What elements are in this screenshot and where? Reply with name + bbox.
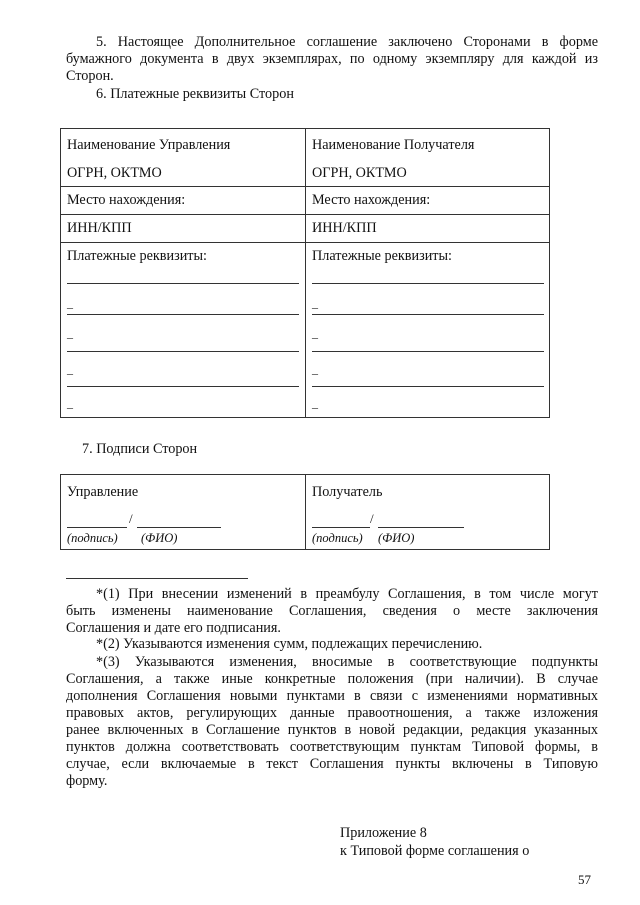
blank-line [67, 314, 299, 315]
para6-heading: 6. Платежные реквизиты Сторон [96, 86, 294, 102]
footnote-1-line: быть изменены наименование Соглашения, сведения о месте заключения [66, 603, 598, 619]
appendix-subtitle: к Типовой форме соглашения о [340, 843, 530, 859]
blank-line [67, 351, 299, 352]
para7-heading: 7. Подписи Сторон [82, 441, 198, 457]
bureau-payment-label: Платежные реквизиты: [67, 248, 207, 264]
dash-mark: _ [312, 296, 318, 310]
blank-line [67, 283, 299, 284]
para5-line3: Сторон. [66, 68, 114, 84]
blank-line [312, 314, 544, 315]
fio-line [378, 527, 464, 528]
signatures-table [60, 474, 550, 550]
bureau-name-label: Наименование Управления [67, 137, 231, 153]
bureau-inn-label: ИНН/КПП [61, 215, 306, 243]
signature-hint: (подпись) [312, 531, 363, 545]
footnote-3-line: Соглашения, а также иные конкретные положения (при наличии). В случае [66, 671, 598, 687]
footnote-2: *(2) Указываются изменения сумм, подлежащих перечислению. [96, 636, 483, 652]
dash-mark: _ [312, 362, 318, 376]
footnote-3-line: ранее включенных в Соглашение пунктов в новой редакции, редакция указанных [66, 722, 598, 738]
footnote-3-line: случае, если включаемые в текст Соглашения пункты включены в Типовую [66, 756, 598, 772]
recipient-signature-cell [306, 475, 550, 550]
para5-line2: бумажного документа в двух экземплярах, по одному экземпляру для каждой из [66, 51, 598, 67]
blank-line [312, 351, 544, 352]
footnote-3-line: форму. [66, 773, 108, 789]
signature-hint: (подпись) [67, 531, 118, 545]
recipient-ogrn-label: ОГРН, ОКТМО [312, 165, 407, 181]
bureau-name-cell [61, 129, 306, 187]
recipient-payment-label: Платежные реквизиты: [312, 248, 452, 264]
signature-slash: / [129, 511, 133, 526]
recipient-inn-label: ИНН/КПП [306, 215, 550, 243]
dash-mark: _ [67, 362, 73, 376]
footnote-3-line: пунктов должна соответствовать соответствующим пунктам Типовой формы, в [66, 739, 598, 755]
footnote-3-line: дополнения Соглашения новыми пунктами в связи с изменениями нормативных [66, 688, 598, 704]
appendix-title: Приложение 8 [340, 825, 427, 841]
bureau-signature-title: Управление [67, 484, 139, 500]
footnote-1 [66, 586, 598, 637]
signature-line [312, 527, 370, 528]
footnote-3 [66, 654, 598, 790]
blank-line [312, 386, 544, 387]
footnote-1-line: *(1) При внесении изменений в преамбулу Соглашения, в том числе могут [96, 586, 598, 602]
blank-line [67, 386, 299, 387]
signature-line [67, 527, 127, 528]
footnote-separator [66, 578, 248, 579]
requisites-table [60, 128, 550, 418]
bureau-signature-cell [61, 475, 306, 550]
recipient-location-label: Место нахождения: [306, 187, 550, 215]
dash-mark: _ [67, 326, 73, 340]
dash-mark: _ [312, 396, 318, 410]
bureau-payment-cell [61, 243, 306, 418]
dash-mark: _ [67, 396, 73, 410]
recipient-signature-title: Получатель [312, 484, 383, 500]
recipient-payment-cell [306, 243, 550, 418]
bureau-ogrn-label: ОГРН, ОКТМО [67, 165, 162, 181]
footnote-3-line: *(3) Указываются изменения, вносимые в соответствующие подпункты [96, 654, 598, 670]
bureau-location-label: Место нахождения: [61, 187, 306, 215]
footnote-1-line: Соглашения и дате его подписания. [66, 620, 281, 636]
recipient-name-label: Наименование Получателя [312, 137, 475, 153]
recipient-name-cell [306, 129, 550, 187]
para5-line1: 5. Настоящее Дополнительное соглашение заключено Сторонами в форме [96, 34, 598, 50]
dash-mark: _ [67, 296, 73, 310]
fio-hint: (ФИО) [378, 531, 415, 545]
fio-line [137, 527, 221, 528]
dash-mark: _ [312, 326, 318, 340]
fio-hint: (ФИО) [141, 531, 178, 545]
blank-line [312, 283, 544, 284]
page-number: 57 [578, 872, 591, 887]
signature-slash: / [370, 511, 374, 526]
footnote-3-line: правовых актов, регулирующих данные правоотношения, а также изложения [66, 705, 598, 721]
